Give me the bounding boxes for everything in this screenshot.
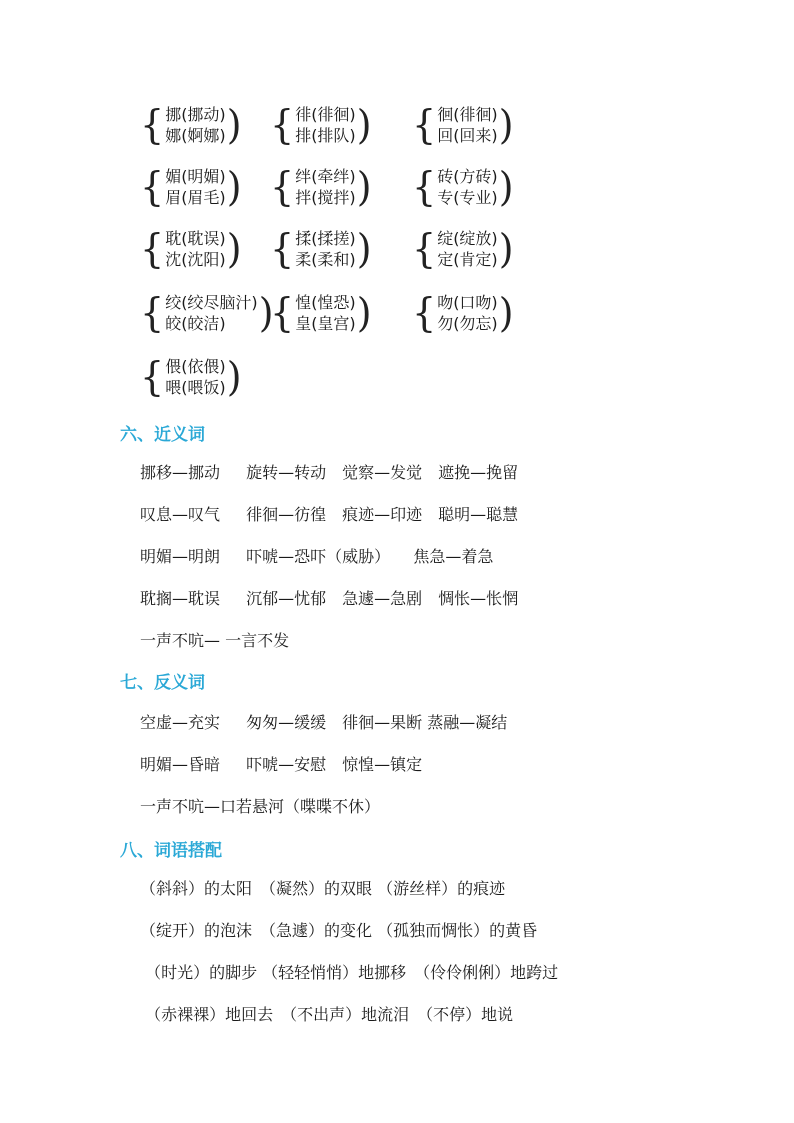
char-pair-line: 绊(牵绊)	[295, 167, 356, 186]
synonym-row: 挪移—挪动 旋转—转动 觉察—发觉 遮挽—挽留	[140, 463, 519, 482]
right-paren: )	[226, 353, 242, 401]
char-pair-line: 沈(沈阳)	[165, 250, 226, 269]
char-pair-line: 绽(绽放)	[437, 229, 498, 248]
char-pair-group	[270, 163, 372, 211]
right-paren: )	[498, 101, 514, 149]
collocation-row: （斜斜）的太阳 （凝然）的双眼 （游丝样）的痕迹	[140, 879, 506, 898]
right-paren: )	[226, 101, 242, 149]
synonym-row: 耽搁—耽误 沉郁—忧郁 急遽—急剧 惆怅—怅惘	[140, 589, 519, 608]
char-pair-line: 专(专业)	[437, 188, 498, 207]
char-pair-line: 排(排队)	[295, 126, 356, 145]
synonym-row: 叹息—叹气 徘徊—彷徨 痕迹—印迹 聪明—聪慧	[140, 505, 519, 524]
synonyms-heading: 六、近义词	[120, 425, 205, 445]
char-pair-group	[412, 225, 514, 273]
char-pair-group	[412, 289, 514, 337]
collocation-row: （时光）的脚步 （轻轻悄悄）地挪移 （伶伶俐俐）地跨过	[140, 963, 559, 982]
char-pair-line: 回(回来)	[437, 126, 498, 145]
char-pair-line: 砖(方砖)	[437, 167, 498, 186]
left-brace: {	[270, 101, 295, 149]
right-paren: )	[498, 163, 514, 211]
char-pair-line: 柔(柔和)	[295, 250, 356, 269]
char-pair-line: 惶(惶恐)	[295, 293, 356, 312]
char-pair-group	[270, 225, 372, 273]
right-paren: )	[498, 289, 514, 337]
right-paren: )	[258, 289, 274, 337]
antonym-row: 明媚—昏暗 吓唬—安慰 惊惶—镇定	[140, 755, 423, 774]
left-brace: {	[412, 163, 437, 211]
left-brace: {	[140, 353, 165, 401]
antonym-row: 空虚—充实 匆匆—缓缓 徘徊—果断 蒸融—凝结	[140, 713, 508, 732]
left-brace: {	[140, 101, 165, 149]
char-pair-line: 绞(绞尽脑汁)	[165, 293, 258, 312]
synonym-row: 一声不吭— 一言不发	[140, 631, 290, 650]
char-pair-line: 徘(徘徊)	[295, 105, 356, 124]
char-pair-line: 定(肯定)	[437, 250, 498, 269]
char-pair-line: 耽(耽误)	[165, 229, 226, 248]
right-paren: )	[226, 225, 242, 273]
char-pair-line: 勿(勿忘)	[437, 314, 498, 333]
left-brace: {	[140, 163, 165, 211]
char-pair-group	[140, 289, 274, 337]
char-pair-group	[412, 101, 514, 149]
antonyms-heading: 七、反义词	[120, 673, 205, 693]
char-pair-line: 娜(婀娜)	[165, 126, 226, 145]
left-brace: {	[270, 289, 295, 337]
char-pair-line: 偎(依偎)	[165, 357, 226, 376]
char-pair-line: 皇(皇宫)	[295, 314, 356, 333]
char-pair-group	[140, 163, 242, 211]
left-brace: {	[412, 101, 437, 149]
synonym-row: 明媚—明朗 吓唬—恐吓（威胁） 焦急—着急	[140, 547, 494, 566]
right-paren: )	[226, 163, 242, 211]
right-paren: )	[356, 289, 372, 337]
char-pair-line: 揉(揉搓)	[295, 229, 356, 248]
char-pair-line: 喂(喂饭)	[165, 378, 226, 397]
right-paren: )	[498, 225, 514, 273]
char-pair-group	[140, 101, 242, 149]
right-paren: )	[356, 101, 372, 149]
left-brace: {	[270, 225, 295, 273]
char-pair-group	[270, 289, 372, 337]
left-brace: {	[412, 289, 437, 337]
char-pair-line: 媚(明媚)	[165, 167, 226, 186]
collocation-row: （赤裸裸）地回去 （不出声）地流泪 （不停）地说	[140, 1005, 514, 1024]
char-pair-line: 徊(徘徊)	[437, 105, 498, 124]
char-pair-line: 眉(眉毛)	[165, 188, 226, 207]
char-pair-group	[412, 163, 514, 211]
left-brace: {	[140, 289, 165, 337]
char-pair-line: 拌(搅拌)	[295, 188, 356, 207]
collocation-row: （绽开）的泡沫 （急遽）的变化 （孤独而惆怅）的黄昏	[140, 921, 538, 940]
char-pair-group	[140, 353, 242, 401]
left-brace: {	[270, 163, 295, 211]
antonym-row: 一声不吭—口若悬河（喋喋不休）	[140, 797, 381, 816]
right-paren: )	[356, 163, 372, 211]
right-paren: )	[356, 225, 372, 273]
char-pair-line: 挪(挪动)	[165, 105, 226, 124]
char-pair-line: 皎(皎洁)	[165, 314, 226, 333]
char-pair-group	[270, 101, 372, 149]
left-brace: {	[412, 225, 437, 273]
left-brace: {	[140, 225, 165, 273]
char-pair-line: 吻(口吻)	[437, 293, 498, 312]
char-pair-group	[140, 225, 242, 273]
collocations-heading: 八、词语搭配	[120, 841, 222, 861]
